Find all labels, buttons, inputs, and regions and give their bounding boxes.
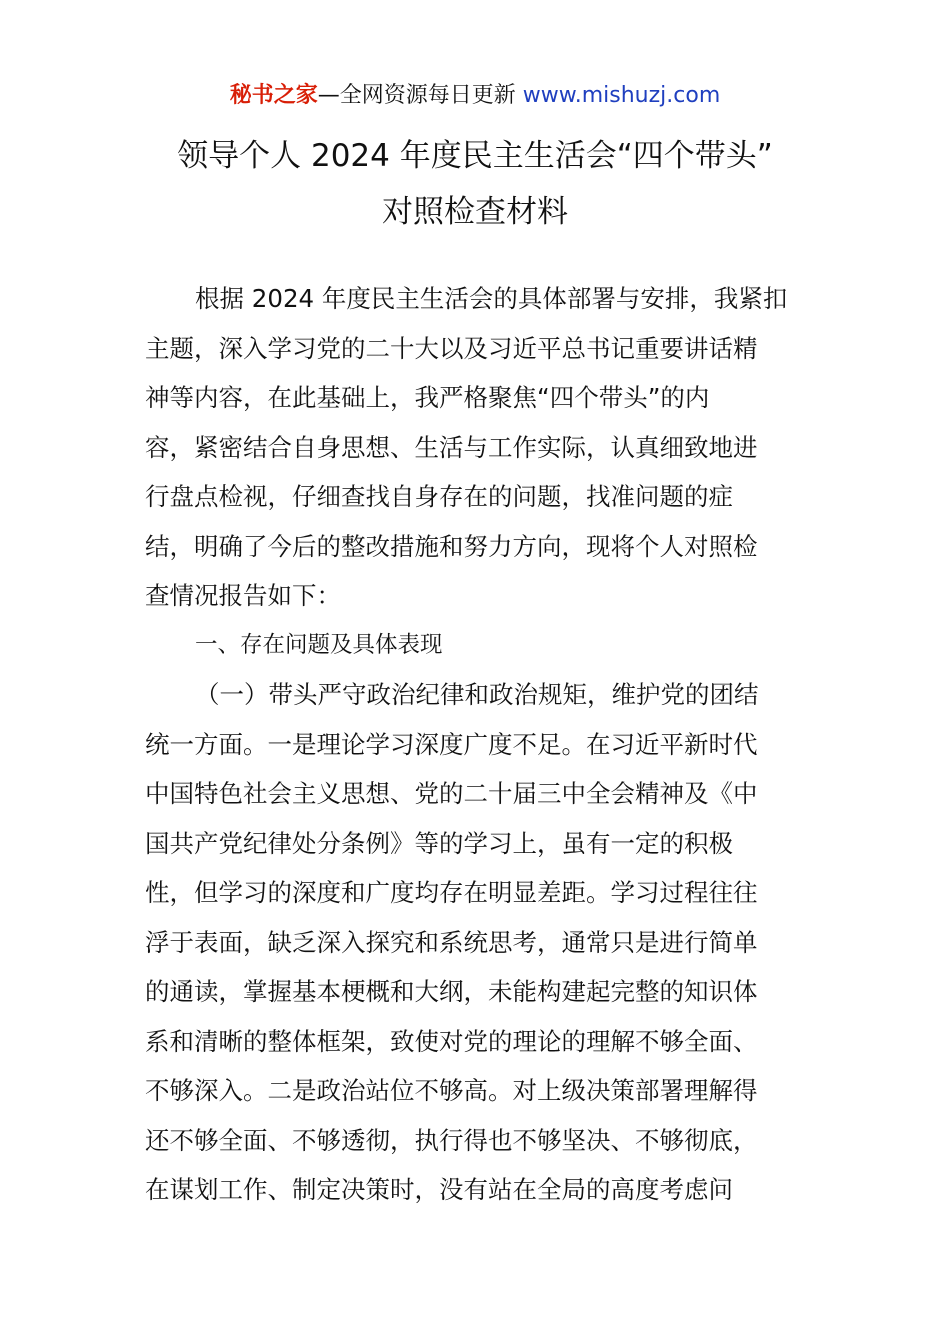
site-brand: 秘书之家 (229, 83, 318, 108)
document-body (145, 274, 825, 1215)
paragraph-line: 还不够全面、不够透彻，执行得也不够坚决、不够彻底， (145, 1125, 758, 1155)
title-line-1: 领导个人 2024 年度民主生活会“四个带头” (177, 138, 773, 174)
paragraph-line: 性，但学习的深度和广度均存在明显差距。学习过程往往 (145, 878, 758, 907)
paragraph-line: 系和清晰的整体框架，致使对党的理论的理解不够全面、 (145, 1026, 758, 1056)
paragraph-line: （一）带头严守政治纪律和政治规矩，维护党的团结 (195, 680, 759, 709)
paragraph-line: 主题，深入学习党的二十大以及习近平总书记重要讲话精 (145, 333, 758, 363)
paragraph-line: 国共产党纪律处分条例》等的学习上，虽有一定的积极 (145, 828, 733, 858)
paragraph-line: 根据 2024 年度民主生活会的具体部署与安排，我紧扣 (195, 284, 788, 313)
document-title (0, 128, 950, 240)
paragraph-line: 不够深入。二是政治站位不够高。对上级决策部署理解得 (145, 1076, 758, 1105)
paragraph-line: 在谋划工作、制定决策时，没有站在全局的高度考虑问 (145, 1175, 733, 1204)
paragraph-line: 浮于表面，缺乏深入探究和系统思考，通常只是进行简单 (145, 927, 758, 957)
site-tagline: —全网资源每日更新 (317, 83, 523, 108)
site-header (0, 80, 950, 112)
paragraph-line: 查情况报告如下： (145, 581, 341, 610)
section-heading: 一、存在问题及具体表现 (195, 631, 443, 658)
paragraph-line: 中国特色社会主义思想、党的二十届三中全会精神及《中 (145, 779, 758, 808)
site-url-link[interactable]: www.mishuzj.com (522, 83, 721, 108)
paragraph-line: 统一方面。一是理论学习深度广度不足。在习近平新时代 (145, 729, 758, 759)
paragraph-line: 容，紧密结合自身思想、生活与工作实际，认真细致地进 (145, 432, 758, 462)
paragraph-line: 行盘点检视，仔细查找自身存在的问题，找准问题的症 (145, 482, 733, 511)
paragraph-line: 结，明确了今后的整改措施和努力方向，现将个人对照检 (145, 531, 758, 561)
title-line-2: 对照检查材料 (382, 194, 568, 230)
paragraph-line: 神等内容，在此基础上，我严格聚焦“四个带头”的内 (145, 383, 710, 412)
paragraph-line: 的通读，掌握基本梗概和大纲，未能构建起完整的知识体 (145, 977, 758, 1006)
